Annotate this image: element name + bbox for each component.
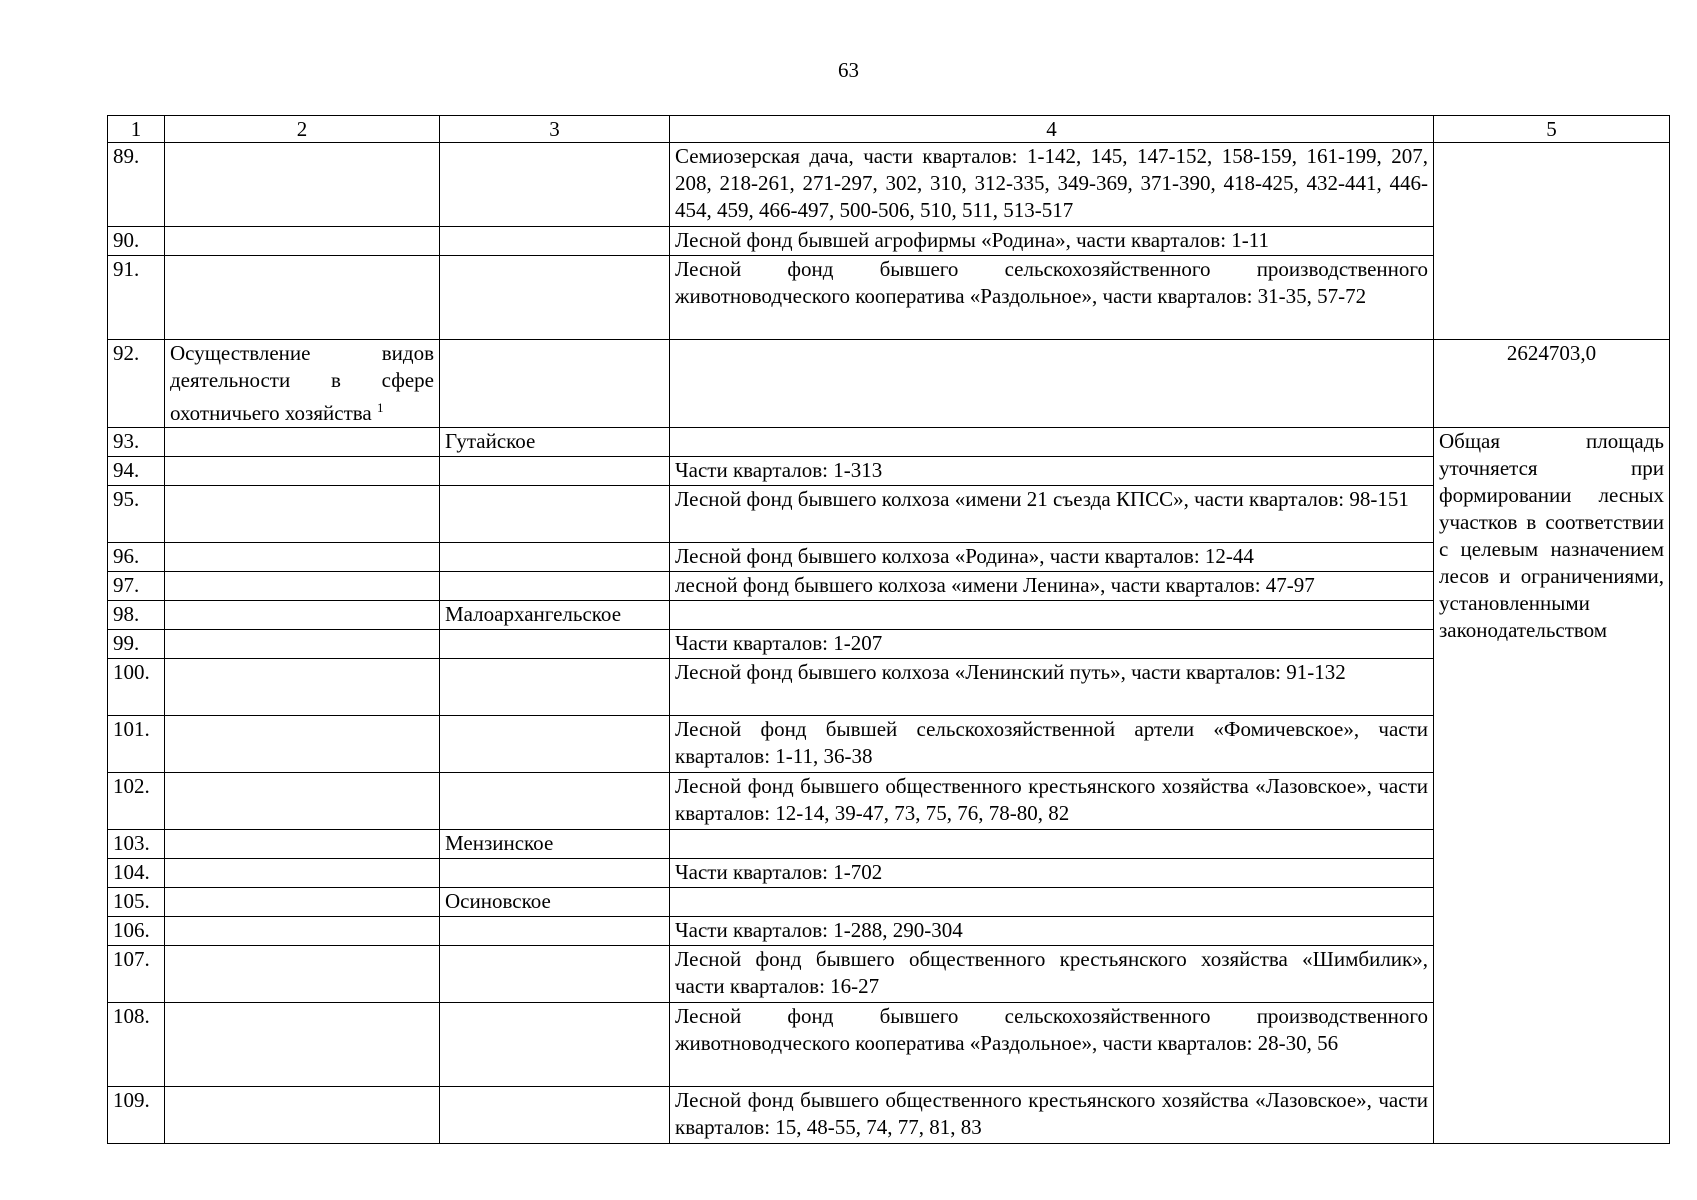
cell-activity <box>165 227 440 256</box>
cell-quarters <box>670 830 1434 859</box>
cell-quarters: лесной фонд бывшего колхоза «имени Ленина», части кварталов: 47-97 <box>670 572 1434 601</box>
cell-quarters: Части кварталов: 1-702 <box>670 859 1434 888</box>
cell-quarters: Лесной фонд бывшего колхоза «Родина», части кварталов: 12-44 <box>670 543 1434 572</box>
cell-district <box>440 1087 670 1144</box>
row-number: 100. <box>108 659 165 716</box>
row-number: 95. <box>108 486 165 543</box>
cell-district <box>440 659 670 716</box>
cell-activity <box>165 888 440 917</box>
cell-area-note: Общая площадь уточняется при формировании лесных участков в соответствии с целевым назначением лесов и ограничениями, установленными законодательством <box>1434 428 1670 1144</box>
table-row <box>108 428 1670 457</box>
row-number: 89. <box>108 143 165 227</box>
activity-text: Осуществление видов деятельности в сфере охотничьего хозяйства <box>170 341 434 425</box>
cell-district <box>440 486 670 543</box>
cell-quarters: Части кварталов: 1-207 <box>670 630 1434 659</box>
page-number: 63 <box>838 58 859 82</box>
cell-quarters: Семиозерская дача, части кварталов: 1-142, 145, 147-152, 158-159, 161-199, 207, 208, 218-261, 271-297, 302, 310, 312-335, 349-369, 371-390, 418-425, 432-441, 446-454, 459, 466-497, 500-506, 510, 511, 513-517 <box>670 143 1434 227</box>
cell-activity <box>165 1087 440 1144</box>
table-header-row <box>108 116 1670 143</box>
cell-activity <box>165 859 440 888</box>
forest-plots-table <box>107 115 1670 1144</box>
row-number: 91. <box>108 256 165 340</box>
cell-quarters: Лесной фонд бывшего общественного крестьянского хозяйства «Лазовское», части кварталов: 12-14, 39-47, 73, 75, 76, 78-80, 82 <box>670 773 1434 830</box>
row-number: 90. <box>108 227 165 256</box>
cell-district <box>440 457 670 486</box>
cell-activity <box>165 659 440 716</box>
cell-activity <box>165 340 440 428</box>
cell-district <box>440 256 670 340</box>
row-number: 93. <box>108 428 165 457</box>
cell-district <box>440 773 670 830</box>
cell-quarters: Лесной фонд бывшего колхоза «имени 21 съезда КПСС», части кварталов: 98-151 <box>670 486 1434 543</box>
row-number: 108. <box>108 1003 165 1087</box>
column-header-5: 5 <box>1434 116 1670 143</box>
cell-quarters: Лесной фонд бывшего общественного крестьянского хозяйства «Шимбилик», части кварталов: 16-27 <box>670 946 1434 1003</box>
cell-activity <box>165 601 440 630</box>
cell-activity <box>165 830 440 859</box>
cell-area-value: 2624703,0 <box>1434 340 1670 428</box>
row-number: 99. <box>108 630 165 659</box>
footnote-mark: 1 <box>376 400 384 415</box>
row-number: 109. <box>108 1087 165 1144</box>
cell-activity <box>165 543 440 572</box>
row-number: 96. <box>108 543 165 572</box>
cell-district <box>440 543 670 572</box>
cell-district <box>440 859 670 888</box>
cell-quarters: Лесной фонд бывшего колхоза «Ленинский путь», части кварталов: 91-132 <box>670 659 1434 716</box>
cell-activity <box>165 486 440 543</box>
cell-quarters: Лесной фонд бывшего сельскохозяйственного производственного животноводческого кооператива «Раздольное», части кварталов: 28-30, 56 <box>670 1003 1434 1087</box>
row-number: 107. <box>108 946 165 1003</box>
cell-activity <box>165 1003 440 1087</box>
row-number: 106. <box>108 917 165 946</box>
cell-quarters: Лесной фонд бывшего сельскохозяйственного производственного животноводческого кооператива «Раздольное», части кварталов: 31-35, 57-72 <box>670 256 1434 340</box>
column-header-1: 1 <box>108 116 165 143</box>
cell-district <box>440 917 670 946</box>
cell-activity <box>165 917 440 946</box>
row-number: 94. <box>108 457 165 486</box>
cell-activity <box>165 143 440 227</box>
cell-quarters: Лесной фонд бывшей сельскохозяйственной артели «Фомичевское», части кварталов: 1-11, 36-38 <box>670 716 1434 773</box>
cell-district: Осиновское <box>440 888 670 917</box>
cell-quarters <box>670 888 1434 917</box>
row-number: 97. <box>108 572 165 601</box>
cell-quarters <box>670 601 1434 630</box>
cell-activity <box>165 256 440 340</box>
cell-quarters: Части кварталов: 1-313 <box>670 457 1434 486</box>
cell-activity <box>165 630 440 659</box>
column-header-4: 4 <box>670 116 1434 143</box>
cell-district <box>440 143 670 227</box>
table-row <box>108 143 1670 227</box>
cell-area <box>1434 143 1670 340</box>
cell-activity <box>165 946 440 1003</box>
cell-quarters: Лесной фонд бывшего общественного крестьянского хозяйства «Лазовское», части кварталов: 15, 48-55, 74, 77, 81, 83 <box>670 1087 1434 1144</box>
cell-activity <box>165 773 440 830</box>
cell-district: Гутайское <box>440 428 670 457</box>
cell-activity <box>165 572 440 601</box>
cell-district <box>440 340 670 428</box>
cell-district <box>440 946 670 1003</box>
cell-district <box>440 1003 670 1087</box>
row-number: 104. <box>108 859 165 888</box>
row-number: 98. <box>108 601 165 630</box>
cell-quarters <box>670 340 1434 428</box>
row-number: 105. <box>108 888 165 917</box>
cell-activity <box>165 716 440 773</box>
cell-district: Малоархангельское <box>440 601 670 630</box>
cell-district <box>440 630 670 659</box>
cell-district: Мензинское <box>440 830 670 859</box>
cell-district <box>440 572 670 601</box>
row-number: 103. <box>108 830 165 859</box>
cell-quarters: Части кварталов: 1-288, 290-304 <box>670 917 1434 946</box>
cell-district <box>440 716 670 773</box>
cell-quarters <box>670 428 1434 457</box>
cell-activity <box>165 428 440 457</box>
table-row <box>108 340 1670 428</box>
cell-activity <box>165 457 440 486</box>
cell-quarters: Лесной фонд бывшей агрофирмы «Родина», части кварталов: 1-11 <box>670 227 1434 256</box>
column-header-2: 2 <box>165 116 440 143</box>
cell-district <box>440 227 670 256</box>
row-number: 102. <box>108 773 165 830</box>
column-header-3: 3 <box>440 116 670 143</box>
row-number: 92. <box>108 340 165 428</box>
row-number: 101. <box>108 716 165 773</box>
